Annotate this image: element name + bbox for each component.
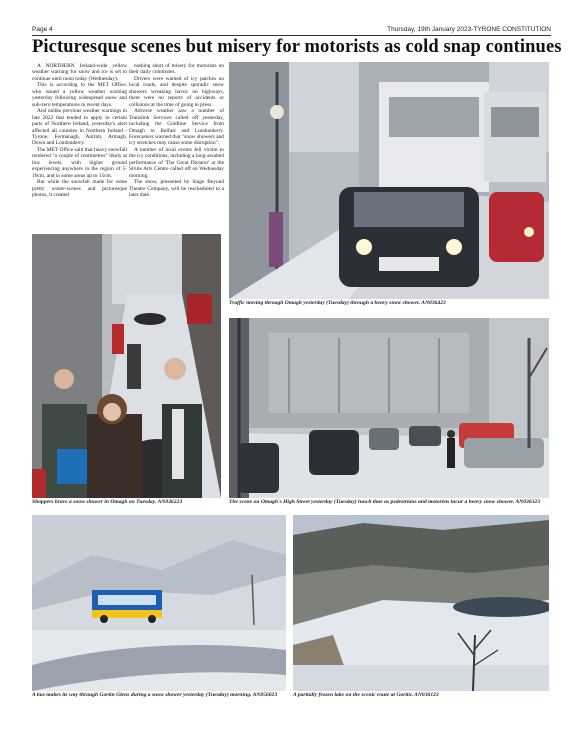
caption-shoppers: Shoppers brave a snow shower in Omagh on Tuesday. AN036223	[32, 499, 183, 505]
caption-lake: A partially frozen lake on the scenic route at Gortin. AN036123	[293, 692, 439, 698]
paragraph: Adverse weather saw a number of Translink Services called off yesterday, including the Goldline Service from Omagh to Belfast and Londonderry. Forecasters warned that "snow showers and icy stretches may cause some disruption".	[129, 108, 224, 147]
paragraph: Drivers were warned of icy patches on local roads, and despite sporadic snow showers wreaking havoc on highways, there were no reports of accidents or collisions at the time of going to press.	[129, 75, 224, 108]
paragraph: The show, presented by Stage Beyond Theatre Company, will be rescheduled to a later date.	[129, 179, 224, 199]
paragraph: This is according to the MET Office, who issued a yellow weather warning yesterday following widespread snow and sub-zero temperatures in recent days.	[32, 82, 127, 108]
article-column-1	[32, 63, 127, 199]
photo-frozen-lake	[293, 515, 549, 691]
paragraph: A number of local events fell victim to the icy conditions, including a long-awaited performance of 'The Great Dictator' at the Strule Arts Centre called off on Wednesday morning.	[129, 146, 224, 179]
dateline: Thursday, 19th January 2023-TYRONE CONSTITUTION	[387, 26, 551, 33]
header-rule	[32, 35, 551, 36]
paragraph: And unlike previous weather warnings in late 2022 that tended to apply to certain parts of Northern Ireland, yesterday's alert affected all counties in Northern Ireland - Tyrone, Fermanagh, Antrim, Armagh, Down and Londonderry.	[32, 108, 127, 147]
article-column-2	[129, 63, 224, 199]
caption-traffic: Traffic moving through Omagh yesterday (Tuesday) through a heavy snow shower. AN036423	[229, 300, 446, 306]
headline: Picturesque scenes but misery for motorists as cold snap continues	[32, 37, 562, 57]
paragraph: A NORTHERN Ireland-wide yellow weather warning for snow and ice is set to continue until noon today (Wednesday).	[32, 63, 127, 82]
photo-traffic-snow	[229, 62, 549, 299]
photo-shoppers-snow	[32, 234, 221, 498]
photo-high-street-snow	[229, 318, 549, 498]
page-number: Page 4	[32, 26, 53, 33]
paragraph: nothing short of misery for motorists on their daily commutes.	[129, 63, 224, 76]
paragraph: But while the snowfall made for some pretty winter-scenes and picturesque photos, it created	[32, 179, 127, 199]
caption-bus: A bus makes its way through Gortin Glens during a snow shower yesterday (Tuesday) morning. AN056023	[32, 692, 278, 698]
paragraph: The MET Office said that heavy snowfall rendered "a couple of centimetres" likely at low levels, with higher ground experiencing anywhere in the region of 5-10cm, and in some areas up to 15cm.	[32, 146, 127, 179]
photo-bus-gortin-glens	[32, 515, 286, 691]
caption-high-street: The scene on Omagh's High Street yesterday (Tuesday) lunch time as pedestrians and motorists incur a heavy snow shower. AN036323	[229, 499, 540, 505]
